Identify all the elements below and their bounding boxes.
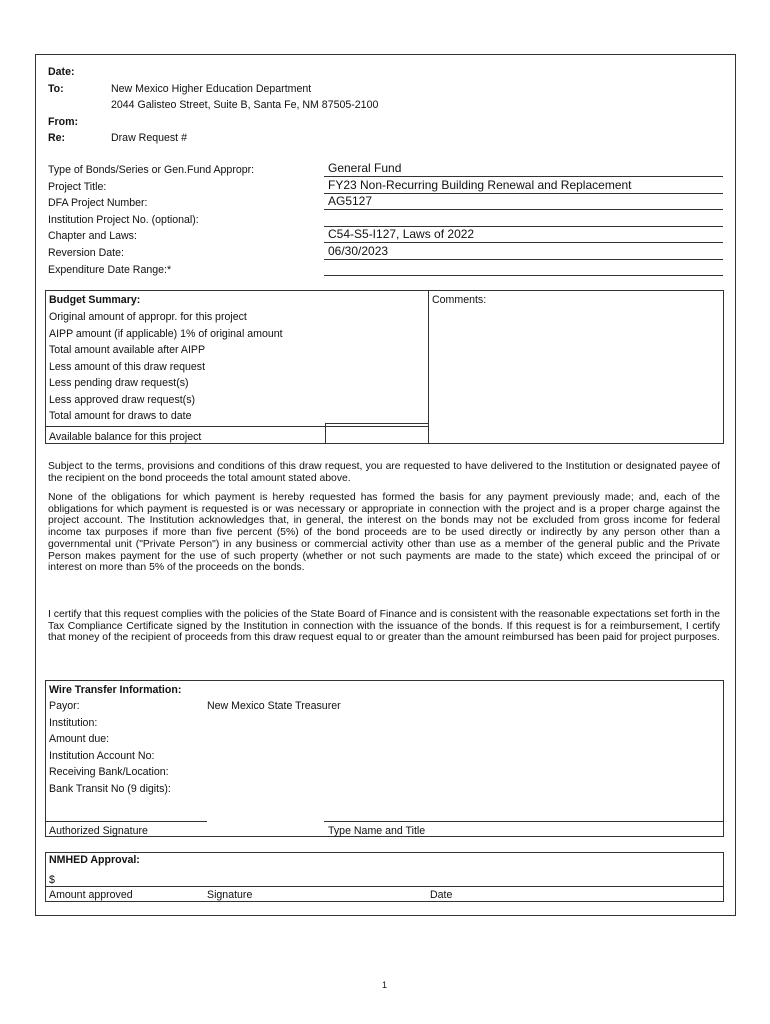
payor-label: Payor: [49,700,80,712]
balance-value-box[interactable] [325,423,429,444]
field-value[interactable]: FY23 Non-Recurring Building Renewal and Replacement [328,178,632,192]
approval-box [45,852,724,902]
comments-label: Comments: [432,294,487,306]
from-label: From: [48,116,79,128]
to-address: 2044 Galisteo Street, Suite B, Santa Fe, NM 87505-2100 [111,99,379,111]
wire-field: Receiving Bank/Location: [49,766,169,778]
field-value[interactable]: General Fund [328,161,402,175]
field-label: Expenditure Date Range:* [48,264,172,276]
budget-row: AIPP amount (if applicable) 1% of original amount [49,328,283,340]
field-underline [324,259,723,260]
page-number: 1 [382,980,388,990]
terms-paragraph: Subject to the terms, provisions and conditions of this draw request, you are requested to have delivered to the Institution or designated payee of the recipient on the bond proceeds the total amount stated above. [48,461,720,484]
to-label: To: [48,83,64,95]
field-label: Chapter and Laws: [48,230,137,242]
budget-row: Original amount of appropr. for this project [49,311,247,323]
dollar-sign: $ [49,874,55,886]
field-underline [324,242,723,243]
wire-field: Institution: [49,717,98,729]
field-underline [324,209,723,210]
authorized-signature-label: Authorized Signature [49,825,148,837]
re-label: Re: [48,132,66,144]
field-underline [324,176,723,177]
field-label: Institution Project No. (optional): [48,214,199,226]
field-value[interactable]: C54-S5-I127, Laws of 2022 [328,227,475,241]
wire-field: Institution Account No: [49,750,155,762]
approval-date-label: Date [430,889,453,901]
type-name-title-label: Type Name and Title [328,825,426,837]
wire-field: Bank Transit No (9 digits): [49,783,171,795]
field-label: Type of Bonds/Series or Gen.Fund Appropr: [48,164,255,176]
date-label: Date: [48,66,75,78]
obligations-paragraph: None of the obligations for which payment is hereby requested has formed the basis for any payment previously made; and, each of the obligations for which payment is requested is or was necessary or appropriate in connection with the project and is a proper charge against the project account. The Institution acknowledges that, in general, the interest on the bonds may not be excluded from gross income for federal income tax purposes if more than five percent (5%) of the bond proceeds are to be used directly or indirectly by any person other than a governmental unit ("Private Person") in any business or commercial activity other than use as a member of the general public and the Private Person makes payment for the use of such property (whether or not such payments are made to the state) which exceed the principal of or interest on more than 5% of the proceeds on the bonds. [48,492,720,574]
name-title-line[interactable] [324,821,724,822]
signature-line[interactable] [45,821,207,822]
field-value[interactable]: 06/30/2023 [328,244,389,258]
budget-row: Less approved draw request(s) [49,394,196,406]
budget-title: Budget Summary: [49,294,141,306]
budget-row: Total amount available after AIPP [49,344,206,356]
approval-signature-label: Signature [207,889,253,901]
budget-row: Total amount for draws to date [49,410,192,422]
certification-paragraph: I certify that this request complies with the policies of the State Board of Finance and is consistent with the reasonable expectations set forth in the Tax Compliance Certificate signed by the Institution in connection with the issuance of the bonds. If this request is for a reimbursement, I certify that money of the recipient of proceeds from this draw request equal to or greater than the amount reimbursed has been paid for project purposes. [48,609,720,644]
re-value: Draw Request # [111,132,187,144]
approval-line[interactable] [45,886,724,887]
amount-approved-label: Amount approved [49,889,133,901]
approval-title: NMHED Approval: [49,854,140,866]
to-name: New Mexico Higher Education Department [111,83,312,95]
budget-row: Less amount of this draw request [49,361,206,373]
field-label: Reversion Date: [48,247,124,259]
wire-field: Amount due: [49,733,110,745]
balance-label: Available balance for this project [49,431,202,443]
wire-title: Wire Transfer Information: [49,684,182,696]
field-label: Project Title: [48,181,107,193]
field-underline [324,275,723,276]
budget-divider [428,290,429,444]
field-underline [324,193,723,194]
field-label: DFA Project Number: [48,197,148,209]
payor-value: New Mexico State Treasurer [207,700,341,712]
budget-row: Less pending draw request(s) [49,377,189,389]
field-value[interactable]: AG5127 [328,194,373,208]
